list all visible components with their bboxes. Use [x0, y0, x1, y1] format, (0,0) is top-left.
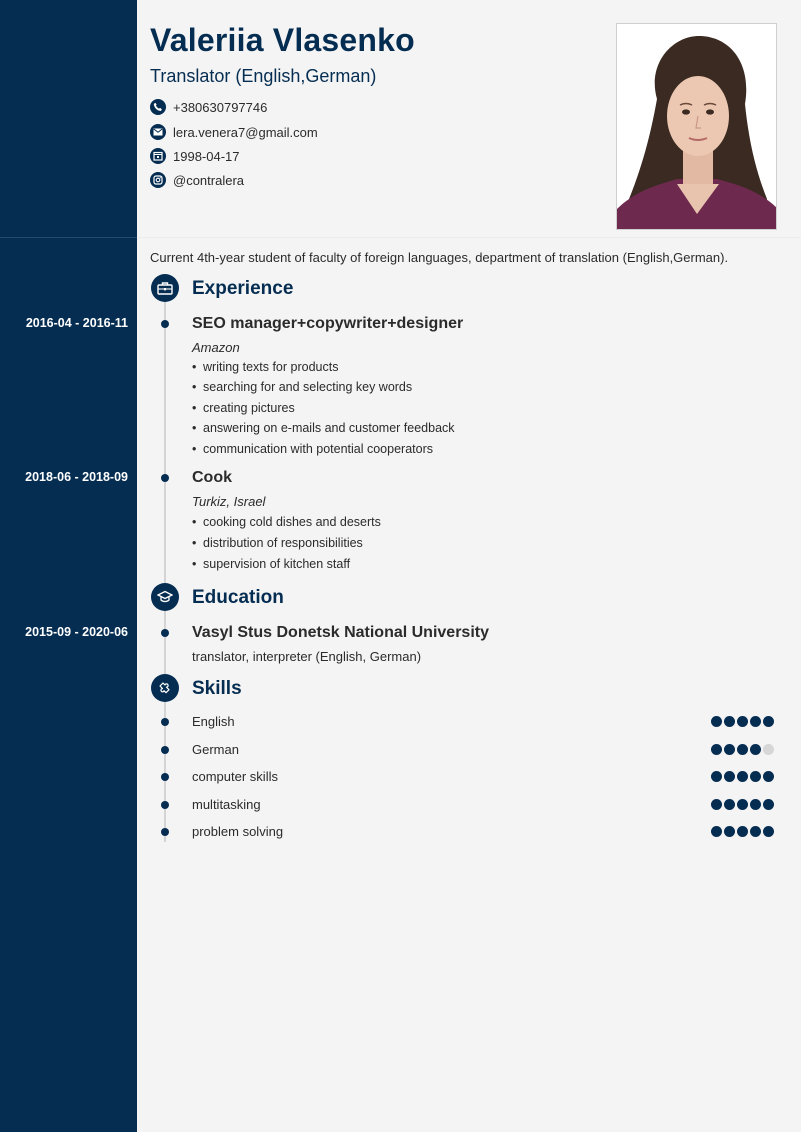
rating-dot-filled: [750, 744, 761, 755]
education-school-1: Vasyl Stus Donetsk National University: [192, 624, 489, 641]
contact-email-text: lera.venera7@gmail.com: [173, 124, 318, 140]
timeline-dot: [161, 474, 169, 482]
rating-dot-filled: [737, 744, 748, 755]
list-item: • answering on e-mails and customer feedback: [192, 421, 455, 441]
list-item: • writing texts for products: [192, 360, 455, 380]
resume-name: Valeriia Vlasenko: [150, 22, 415, 58]
skills-heading: Skills: [192, 678, 242, 699]
rating-dot-filled: [750, 771, 761, 782]
skill-name: problem solving: [192, 824, 284, 839]
list-item: • searching for and selecting key words: [192, 380, 455, 400]
timeline-dot: [161, 773, 169, 781]
skill-rating: [711, 826, 774, 837]
timeline-dot: [161, 320, 169, 328]
rating-dot-filled: [711, 744, 722, 755]
rating-dot-filled: [763, 716, 774, 727]
rating-dot-filled: [737, 771, 748, 782]
contact-phone-text: +380630797746: [173, 99, 268, 115]
list-item: • cooking cold dishes and deserts: [192, 515, 381, 536]
skill-name: multitasking: [192, 796, 261, 812]
rating-dot-filled: [711, 826, 722, 837]
rating-dot-filled: [763, 826, 774, 837]
list-item: • creating pictures: [192, 401, 455, 421]
timeline-line: [164, 300, 166, 842]
rating-dot-filled: [724, 744, 735, 755]
skill-name: English: [192, 714, 235, 729]
profile-photo: [616, 23, 777, 230]
rating-dot-filled: [763, 799, 774, 810]
experience-company-1: Amazon: [192, 340, 240, 355]
email-icon: [150, 124, 166, 140]
sidebar-divider: [0, 237, 137, 238]
header-divider: [137, 237, 801, 238]
contact-email[interactable]: [150, 123, 318, 141]
skill-name: German: [192, 741, 239, 757]
profile-summary: Current 4th-year student of faculty of foreign languages, department of translation (English,German).: [150, 250, 729, 265]
education-heading: Education: [192, 587, 284, 608]
rating-dot-empty: [763, 744, 774, 755]
experience-date-1: 2016-04 - 2016-11: [25, 316, 128, 330]
experience-role-2: Cook: [192, 469, 232, 486]
rating-dot-filled: [724, 716, 735, 727]
list-item: • communication with potential cooperators: [192, 442, 455, 462]
rating-dot-filled: [750, 826, 761, 837]
left-sidebar: [0, 0, 137, 1132]
puzzle-icon: [151, 674, 179, 702]
skill-name: computer skills: [192, 769, 278, 784]
rating-dot-filled: [724, 771, 735, 782]
experience-heading: Experience: [192, 278, 294, 299]
timeline-dot: [161, 718, 169, 726]
timeline-dot: [161, 828, 169, 836]
list-item: • supervision of kitchen staff: [192, 557, 381, 578]
contact-instagram[interactable]: [150, 171, 244, 189]
timeline-dot: [161, 629, 169, 637]
contact-birthdate-text: 1998-04-17: [173, 148, 240, 164]
education-degree-1: translator, interpreter (English, German): [192, 649, 422, 664]
timeline-dot: [161, 801, 169, 809]
skill-rating: [711, 716, 774, 727]
briefcase-icon: [151, 274, 179, 302]
skill-rating: [711, 744, 774, 755]
calendar-icon: [150, 148, 166, 164]
experience-date-2: 2018-06 - 2018-09: [25, 470, 128, 484]
phone-icon: [150, 99, 166, 115]
education-date-1: 2015-09 - 2020-06: [25, 625, 128, 639]
rating-dot-filled: [724, 826, 735, 837]
rating-dot-filled: [763, 771, 774, 782]
rating-dot-filled: [750, 799, 761, 810]
instagram-icon: [150, 172, 166, 188]
rating-dot-filled: [724, 799, 735, 810]
rating-dot-filled: [711, 716, 722, 727]
rating-dot-filled: [737, 716, 748, 727]
experience-bullets-1: [192, 360, 455, 462]
rating-dot-filled: [750, 716, 761, 727]
rating-dot-filled: [737, 826, 748, 837]
contact-phone[interactable]: [150, 98, 267, 116]
rating-dot-filled: [737, 799, 748, 810]
list-item: • distribution of responsibilities: [192, 536, 381, 557]
contact-birthdate: [150, 147, 240, 165]
job-title: Translator (English,German): [150, 66, 377, 86]
skill-rating: [711, 771, 774, 782]
contact-instagram-text: @contralera: [173, 172, 245, 188]
profile-photo-illustration: [617, 24, 777, 230]
graduation-cap-icon: [151, 583, 179, 611]
rating-dot-filled: [711, 771, 722, 782]
rating-dot-filled: [711, 799, 722, 810]
experience-company-2: Turkiz, Israel: [192, 494, 266, 509]
timeline-dot: [161, 746, 169, 754]
experience-role-1: SEO manager+copywriter+designer: [192, 315, 464, 332]
skill-rating: [711, 799, 774, 810]
experience-bullets-2: [192, 515, 381, 578]
